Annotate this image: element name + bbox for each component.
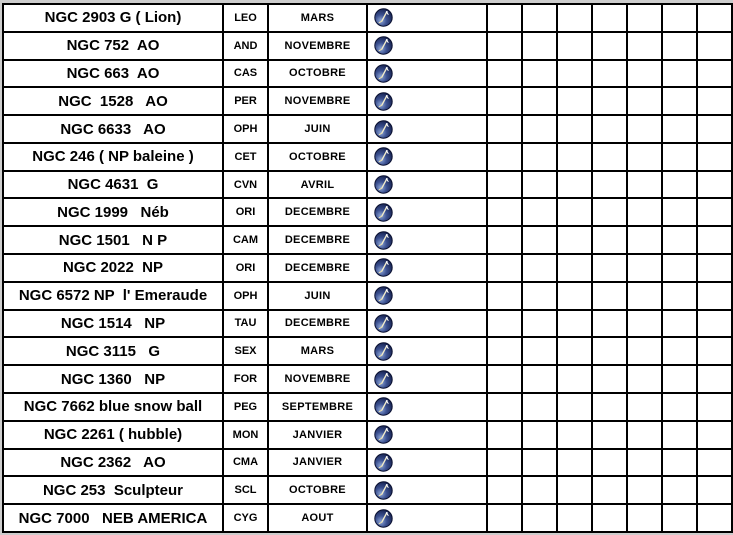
object-name-cell: NGC 663 AO (3, 60, 223, 88)
month-cell: JUIN (268, 115, 367, 143)
empty-cell (662, 87, 697, 115)
empty-cell (627, 254, 662, 282)
table-row (3, 365, 732, 393)
link-icon-cell (367, 504, 487, 532)
month-cell: DECEMBRE (268, 198, 367, 226)
empty-cell (522, 449, 557, 477)
planetarium-link-icon[interactable] (374, 453, 486, 472)
object-name-cell: NGC 3115 G (3, 337, 223, 365)
table-row (3, 282, 732, 310)
link-icon-cell (367, 32, 487, 60)
empty-cell (557, 198, 592, 226)
empty-cell (522, 4, 557, 32)
empty-cell (662, 504, 697, 532)
empty-cell (522, 310, 557, 338)
empty-cell (592, 60, 627, 88)
month-cell: AOUT (268, 504, 367, 532)
ngc-observing-table (2, 3, 733, 533)
empty-cell (662, 115, 697, 143)
object-name-cell: NGC 4631 G (3, 171, 223, 199)
empty-cell (592, 32, 627, 60)
empty-cell (557, 310, 592, 338)
object-name-cell: NGC 752 AO (3, 32, 223, 60)
empty-cell (697, 282, 732, 310)
table-row (3, 337, 732, 365)
table-row (3, 4, 732, 32)
month-cell: NOVEMBRE (268, 365, 367, 393)
empty-cell (557, 254, 592, 282)
empty-cell (627, 365, 662, 393)
month-cell: MARS (268, 4, 367, 32)
empty-cell (592, 449, 627, 477)
empty-cell (522, 143, 557, 171)
empty-cell (557, 504, 592, 532)
empty-cell (522, 226, 557, 254)
constellation-cell: AND (223, 32, 268, 60)
empty-cell (627, 115, 662, 143)
empty-cell (557, 115, 592, 143)
empty-cell (522, 365, 557, 393)
object-name-cell: NGC 246 ( NP baleine ) (3, 143, 223, 171)
empty-cell (697, 143, 732, 171)
constellation-cell: PEG (223, 393, 268, 421)
object-name-cell: NGC 1514 NP (3, 310, 223, 338)
empty-cell (557, 337, 592, 365)
planetarium-link-icon[interactable] (374, 258, 486, 277)
empty-cell (627, 143, 662, 171)
empty-cell (627, 476, 662, 504)
empty-cell (592, 143, 627, 171)
empty-cell (557, 393, 592, 421)
empty-cell (487, 115, 522, 143)
empty-cell (627, 87, 662, 115)
empty-cell (662, 282, 697, 310)
table-row (3, 198, 732, 226)
object-name-cell: NGC 7662 blue snow ball (3, 393, 223, 421)
link-icon-cell (367, 87, 487, 115)
empty-cell (592, 198, 627, 226)
link-icon-cell (367, 282, 487, 310)
empty-cell (627, 393, 662, 421)
object-name-cell: NGC 1528 AO (3, 87, 223, 115)
constellation-cell: FOR (223, 365, 268, 393)
link-icon-cell (367, 198, 487, 226)
empty-cell (522, 476, 557, 504)
empty-cell (557, 87, 592, 115)
empty-cell (697, 337, 732, 365)
empty-cell (522, 393, 557, 421)
empty-cell (697, 254, 732, 282)
month-cell: OCTOBRE (268, 143, 367, 171)
constellation-cell: ORI (223, 198, 268, 226)
empty-cell (697, 421, 732, 449)
link-icon-cell (367, 393, 487, 421)
empty-cell (522, 115, 557, 143)
empty-cell (627, 198, 662, 226)
constellation-cell: CMA (223, 449, 268, 477)
constellation-cell: OPH (223, 115, 268, 143)
month-cell: SEPTEMBRE (268, 393, 367, 421)
constellation-cell: CYG (223, 504, 268, 532)
empty-cell (487, 87, 522, 115)
planetarium-link-icon[interactable] (374, 120, 486, 139)
empty-cell (697, 87, 732, 115)
empty-cell (592, 226, 627, 254)
planetarium-link-icon[interactable] (374, 231, 486, 250)
empty-cell (522, 198, 557, 226)
empty-cell (662, 310, 697, 338)
empty-cell (557, 421, 592, 449)
empty-cell (487, 171, 522, 199)
empty-cell (487, 476, 522, 504)
table-row (3, 60, 732, 88)
table-row (3, 226, 732, 254)
empty-cell (662, 32, 697, 60)
empty-cell (522, 171, 557, 199)
table-row (3, 32, 732, 60)
empty-cell (487, 393, 522, 421)
planetarium-link-icon[interactable] (374, 314, 486, 333)
planetarium-link-icon[interactable] (374, 509, 486, 528)
empty-cell (557, 60, 592, 88)
empty-cell (522, 282, 557, 310)
month-cell: JANVIER (268, 421, 367, 449)
empty-cell (487, 365, 522, 393)
constellation-cell: CET (223, 143, 268, 171)
empty-cell (662, 337, 697, 365)
link-icon-cell (367, 421, 487, 449)
planetarium-link-icon[interactable] (374, 64, 486, 83)
object-name-cell: NGC 253 Sculpteur (3, 476, 223, 504)
empty-cell (487, 421, 522, 449)
link-icon-cell (367, 365, 487, 393)
empty-cell (592, 393, 627, 421)
empty-cell (592, 337, 627, 365)
rows-body (3, 4, 732, 532)
empty-cell (487, 60, 522, 88)
empty-cell (592, 171, 627, 199)
empty-cell (487, 282, 522, 310)
empty-cell (627, 504, 662, 532)
empty-cell (697, 393, 732, 421)
month-cell: DECEMBRE (268, 226, 367, 254)
constellation-cell: CAM (223, 226, 268, 254)
constellation-cell: SCL (223, 476, 268, 504)
table-row (3, 393, 732, 421)
planetarium-link-icon[interactable] (374, 481, 486, 500)
empty-cell (557, 449, 592, 477)
month-cell: JUIN (268, 282, 367, 310)
empty-cell (487, 226, 522, 254)
empty-cell (487, 504, 522, 532)
empty-cell (592, 115, 627, 143)
empty-cell (487, 4, 522, 32)
planetarium-link-icon[interactable] (374, 8, 486, 27)
constellation-cell: LEO (223, 4, 268, 32)
empty-cell (662, 254, 697, 282)
link-icon-cell (367, 254, 487, 282)
month-cell: NOVEMBRE (268, 32, 367, 60)
planetarium-link-icon[interactable] (374, 203, 486, 222)
constellation-cell: TAU (223, 310, 268, 338)
empty-cell (557, 282, 592, 310)
empty-cell (557, 32, 592, 60)
empty-cell (627, 171, 662, 199)
month-cell: MARS (268, 337, 367, 365)
month-cell: AVRIL (268, 171, 367, 199)
empty-cell (662, 421, 697, 449)
empty-cell (487, 449, 522, 477)
constellation-cell: PER (223, 87, 268, 115)
empty-cell (487, 198, 522, 226)
link-icon-cell (367, 337, 487, 365)
table-row (3, 87, 732, 115)
empty-cell (592, 254, 627, 282)
link-icon-cell (367, 4, 487, 32)
empty-cell (487, 32, 522, 60)
planetarium-link-icon[interactable] (374, 397, 486, 416)
link-icon-cell (367, 171, 487, 199)
table-row (3, 310, 732, 338)
empty-cell (662, 143, 697, 171)
constellation-cell: CAS (223, 60, 268, 88)
month-cell: OCTOBRE (268, 476, 367, 504)
empty-cell (592, 421, 627, 449)
empty-cell (662, 226, 697, 254)
empty-cell (697, 115, 732, 143)
empty-cell (592, 282, 627, 310)
empty-cell (662, 365, 697, 393)
planetarium-link-icon[interactable] (374, 36, 486, 55)
object-name-cell: NGC 2903 G ( Lion) (3, 4, 223, 32)
empty-cell (697, 310, 732, 338)
planetarium-link-icon[interactable] (374, 425, 486, 444)
empty-cell (592, 504, 627, 532)
empty-cell (487, 337, 522, 365)
table-row (3, 449, 732, 477)
empty-cell (627, 337, 662, 365)
table-row (3, 476, 732, 504)
object-name-cell: NGC 2261 ( hubble) (3, 421, 223, 449)
empty-cell (627, 421, 662, 449)
planetarium-link-icon[interactable] (374, 147, 486, 166)
empty-cell (557, 476, 592, 504)
month-cell: NOVEMBRE (268, 87, 367, 115)
link-icon-cell (367, 449, 487, 477)
empty-cell (522, 87, 557, 115)
month-cell: DECEMBRE (268, 310, 367, 338)
planetarium-link-icon[interactable] (374, 175, 486, 194)
table-row (3, 143, 732, 171)
object-name-cell: NGC 6572 NP l' Emeraude (3, 282, 223, 310)
empty-cell (697, 365, 732, 393)
empty-cell (487, 310, 522, 338)
empty-cell (697, 449, 732, 477)
object-name-cell: NGC 2022 NP (3, 254, 223, 282)
table-row (3, 115, 732, 143)
empty-cell (557, 171, 592, 199)
empty-cell (592, 87, 627, 115)
empty-cell (557, 4, 592, 32)
empty-cell (487, 254, 522, 282)
object-name-cell: NGC 2362 AO (3, 449, 223, 477)
empty-cell (662, 171, 697, 199)
empty-cell (557, 226, 592, 254)
link-icon-cell (367, 143, 487, 171)
object-name-cell: NGC 1501 N P (3, 226, 223, 254)
empty-cell (697, 60, 732, 88)
empty-cell (697, 171, 732, 199)
month-cell: OCTOBRE (268, 60, 367, 88)
table-row (3, 171, 732, 199)
empty-cell (557, 365, 592, 393)
month-cell: JANVIER (268, 449, 367, 477)
object-name-cell: NGC 6633 AO (3, 115, 223, 143)
empty-cell (662, 476, 697, 504)
planetarium-link-icon[interactable] (374, 342, 486, 361)
constellation-cell: ORI (223, 254, 268, 282)
empty-cell (522, 421, 557, 449)
link-icon-cell (367, 476, 487, 504)
month-cell: DECEMBRE (268, 254, 367, 282)
empty-cell (627, 310, 662, 338)
object-name-cell: NGC 7000 NEB AMERICA (3, 504, 223, 532)
empty-cell (662, 393, 697, 421)
table-row (3, 254, 732, 282)
empty-cell (697, 226, 732, 254)
empty-cell (697, 476, 732, 504)
planetarium-link-icon[interactable] (374, 370, 486, 389)
constellation-cell: MON (223, 421, 268, 449)
empty-cell (487, 143, 522, 171)
constellation-cell: SEX (223, 337, 268, 365)
empty-cell (697, 504, 732, 532)
empty-cell (592, 310, 627, 338)
empty-cell (557, 143, 592, 171)
object-name-cell: NGC 1999 Néb (3, 198, 223, 226)
empty-cell (522, 254, 557, 282)
empty-cell (627, 32, 662, 60)
empty-cell (592, 476, 627, 504)
planetarium-link-icon[interactable] (374, 286, 486, 305)
empty-cell (522, 60, 557, 88)
link-icon-cell (367, 310, 487, 338)
constellation-cell: CVN (223, 171, 268, 199)
empty-cell (627, 449, 662, 477)
empty-cell (662, 4, 697, 32)
planetarium-link-icon[interactable] (374, 92, 486, 111)
constellation-cell: OPH (223, 282, 268, 310)
empty-cell (522, 32, 557, 60)
link-icon-cell (367, 60, 487, 88)
empty-cell (522, 504, 557, 532)
empty-cell (627, 226, 662, 254)
link-icon-cell (367, 226, 487, 254)
empty-cell (697, 4, 732, 32)
table-row (3, 504, 732, 532)
object-name-cell: NGC 1360 NP (3, 365, 223, 393)
empty-cell (662, 198, 697, 226)
empty-cell (697, 198, 732, 226)
table-row (3, 421, 732, 449)
empty-cell (662, 449, 697, 477)
empty-cell (592, 365, 627, 393)
empty-cell (522, 337, 557, 365)
empty-cell (627, 60, 662, 88)
empty-cell (697, 32, 732, 60)
empty-cell (592, 4, 627, 32)
link-icon-cell (367, 115, 487, 143)
empty-cell (662, 60, 697, 88)
empty-cell (627, 282, 662, 310)
empty-cell (627, 4, 662, 32)
